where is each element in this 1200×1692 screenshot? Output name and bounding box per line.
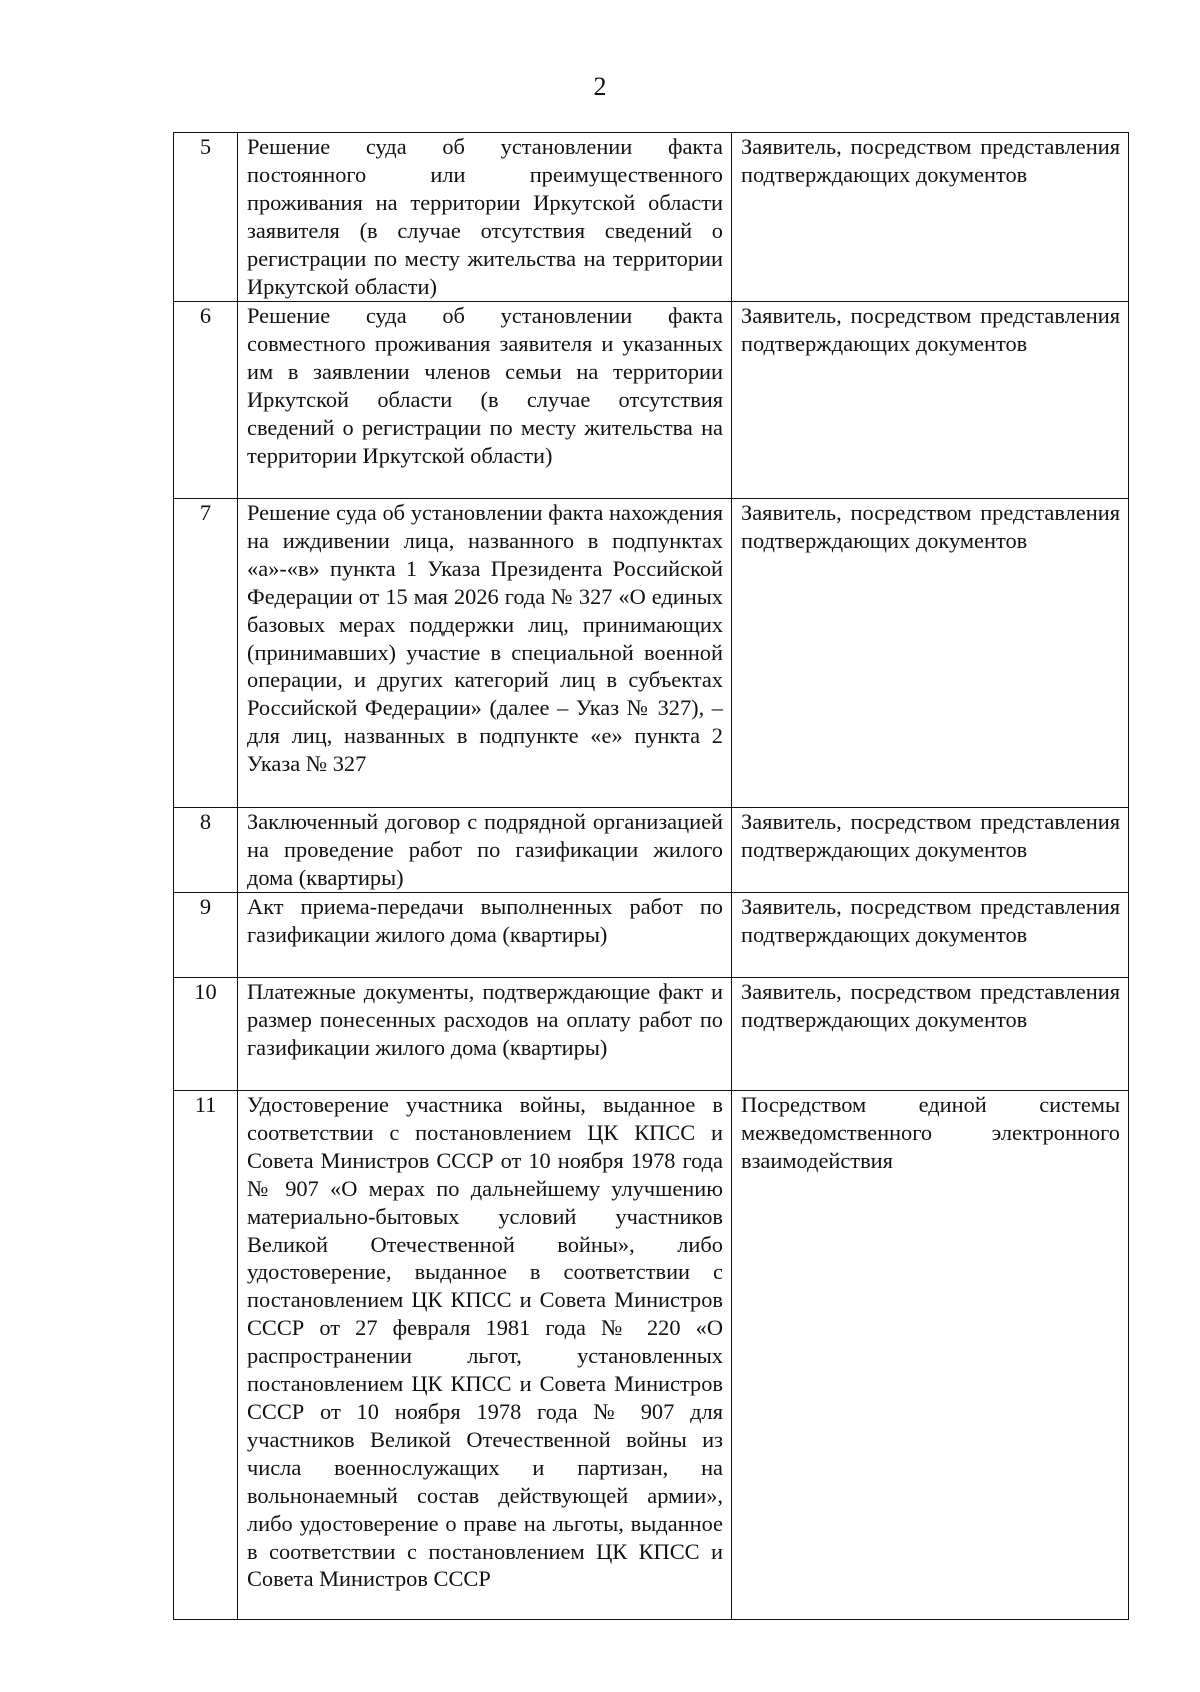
submission-method-cell: Заявитель, посредством представления подтверждающих документов xyxy=(732,978,1129,1091)
document-name-cell: Заключенный договор с подрядной организацией на проведение работ по газификации жилого дома (квартиры) xyxy=(238,808,732,893)
submission-method-cell: Заявитель, посредством представления подтверждающих документов xyxy=(732,808,1129,893)
table-row xyxy=(174,302,1129,499)
table-row xyxy=(174,808,1129,893)
row-number: 8 xyxy=(174,808,238,893)
row-number: 9 xyxy=(174,893,238,978)
table-row xyxy=(174,499,1129,808)
document-name-cell: Акт приема-передачи выполненных работ по газификации жилого дома (квартиры) xyxy=(238,893,732,978)
document-name-cell: Платежные документы, подтверждающие факт и размер понесенных расходов на оплату работ по газификации жилого дома (квартиры) xyxy=(238,978,732,1091)
submission-method-cell: Заявитель, посредством представления подтверждающих документов xyxy=(732,893,1129,978)
row-number: 7 xyxy=(174,499,238,808)
table-row xyxy=(174,1091,1129,1620)
table-row xyxy=(174,133,1129,302)
table-row xyxy=(174,978,1129,1091)
table-row xyxy=(174,893,1129,978)
submission-method-cell: Заявитель, посредством представления подтверждающих документов xyxy=(732,133,1129,302)
row-number: 11 xyxy=(174,1091,238,1620)
page-number: 2 xyxy=(593,72,607,101)
document-name-cell: Решение суда об установлении факта постоянного или преимущественного проживания на территории Иркутской области заявителя (в случае отсутствия сведений о регистрации по месту жительства на территории Иркутской области) xyxy=(238,133,732,302)
submission-method-cell: Посредством единой системы межведомственного электронного взаимодействия xyxy=(732,1091,1129,1620)
document-name-cell: Решение суда об установлении факта совместного проживания заявителя и указанных им в заявлении членов семьи на территории Иркутской области (в случае отсутствия сведений о регистрации по месту жительства на территории Иркутской области) xyxy=(238,302,732,499)
documents-table xyxy=(173,132,1129,1620)
row-number: 5 xyxy=(174,133,238,302)
row-number: 6 xyxy=(174,302,238,499)
document-name-cell: Удостоверение участника войны, выданное в соответствии с постановлением ЦК КПСС и Совета Министров СССР от 10 ноября 1978 года № 907 «О мерах по дальнейшему улучшению материально-бытовых условий участников Великой Отечественной войны», либо удостоверение, выданное в соответствии с постановлением ЦК КПСС и Совета Министров СССР от 27 февраля 1981 года № 220 «О распространении льгот, установленных постановлением ЦК КПСС и Совета Министров СССР от 10 ноября 1978 года № 907 для участников Великой Отечественной войны из числа военнослужащих и партизан, на вольнонаемный состав действующей армии», либо удостоверение о праве на льготы, выданное в соответствии с постановлением ЦК КПСС и Совета Министров СССР xyxy=(238,1091,732,1620)
row-number: 10 xyxy=(174,978,238,1091)
document-name-cell: Решение суда об установлении факта нахождения на иждивении лица, названного в подпунктах «а»-«в» пункта 1 Указа Президента Российской Федерации от 15 мая 2026 года № 327 «О единых базовых мерах поддержки лиц, принимающих (принимавших) участие в специальной военной операции, и других категорий лиц в субъектах Российской Федерации» (далее – Указ № 327), – для лиц, названных в подпункте «е» пункта 2 Указа № 327 xyxy=(238,499,732,808)
submission-method-cell: Заявитель, посредством представления подтверждающих документов xyxy=(732,302,1129,499)
submission-method-cell: Заявитель, посредством представления подтверждающих документов xyxy=(732,499,1129,808)
